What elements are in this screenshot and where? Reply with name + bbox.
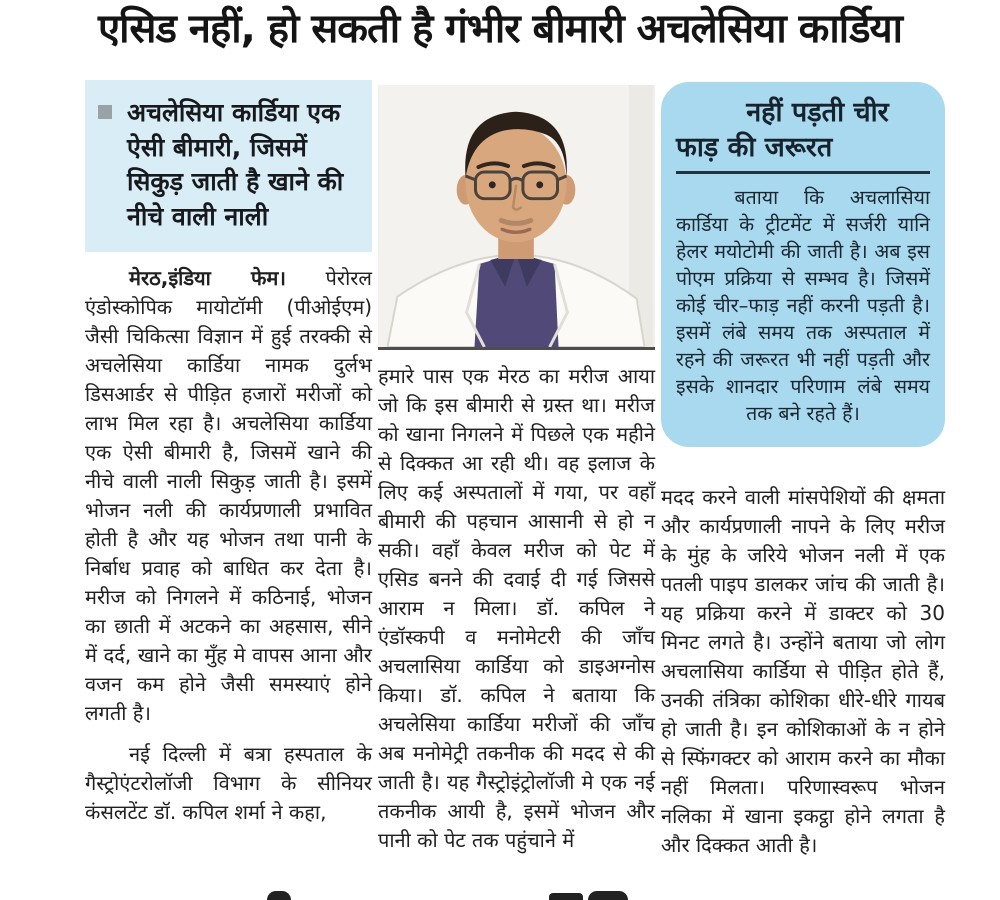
- info-box: [661, 82, 945, 447]
- headline: एसिड नहीं, हो सकती है गंभीर बीमारी अचलेसिया कार्डिया: [97, 6, 903, 52]
- column-left: [85, 80, 372, 827]
- doctor-photo: [378, 85, 655, 350]
- middle-paragraph: हमारे पास एक मेरठ का मरीज आया जो कि इस बीमारी से ग्रस्त था। मरीज को खाना निगलने में पिछले एक महीने से दिक्कत आ रही थी। वह इलाज के लिए कई अस्पतालों में गया, पर वहाँ बीमारी की पहचान आसानी से हो न सकी। वहाँ केवल मरीज को पेट में एसिड बनने की दवाई दी गई जिससे आराम न मिला। डॉ. कपिल ने एंडॉस्कपी व मनोमेटरी की जाँच अचलासिया कार्डिया को डाइअग्नोस किया। डॉ. कपिल ने बताया कि अचलेसिया कार्डिया मरीजों की जाँच अब मनोमेट्री तकनीक की मदद से की जाती है। यह गैस्ट्रोइंट्रोलॉजी मे एक नई तकनीक आयी है, इसमें भोजन और पानी को पेट तक पहुंचाने में: [378, 364, 655, 852]
- square-bullet-icon: [98, 105, 112, 119]
- left-paragraph-1-text: पेरोरल एंडोस्कोपिक मायोटॉमी (पीओईएम) जैसी चिकित्सा विज्ञान में हुई तरक्की से अचलेसिया कार्डिया नामक दुर्लभ डिसआर्डर से पीड़ित हजारों मरीजों को लाभ मिल रहा है। अचलेसिया कार्डिया एक ऐसी बीमारी है, जिसमें खाने की नीचे वाली नाली सिकुड़ जाती है। इसमें भोजन नली की कार्यप्रणाली प्रभावित होती है और यह भोजन तथा पानी के निर्बाध प्रवाह को बाधित कर देता है। मरीज को निगलने में कठिनाई, भोजन का छाती में अटकने का अहसास, सीने में दर्द, खाने का मुँह मे वापस आना और वजन कम होने जैसी समस्याएं होने लगती है।: [85, 266, 372, 725]
- right-paragraph: मदद करने वाली मांसपेशियों की क्षमता और कार्यप्रणाली नापने के लिए मरीज के मुंह के जरिये भोजन नली में एक पतली पाइप डालकर जांच की जाती है। यह प्रक्रिया करने में डाक्टर को 30 मिनट लगते है। उन्होंने बताया जो लोग अचलासिया कार्डिया से पीड़ित होते हैं, उनकी तंत्रिका कोशिका धीरे-धीरे गायब हो जाती है। इन कोशिकाओं के न होने से स्फिंगक्टर को आराम करने का मौका नहीं मिलता। परिणास्वरूप भोजन नलिका में खाना इकट्ठा होने लगता है और दिक्कत आती है।: [661, 485, 945, 858]
- summary-box: [85, 80, 372, 252]
- doctor-portrait-illustration: [378, 85, 655, 347]
- dateline: मेरठ,इंडिया फेम।: [129, 266, 286, 290]
- left-paragraph-2: नई दिल्ली में बत्रा हस्पताल के गैस्ट्रोएंटरोलॉजी विभाग के सीनियर कंसलटेंट डॉ. कपिल शर्मा ने कहा,: [85, 742, 372, 824]
- column-middle: [378, 85, 655, 855]
- cutoff-text-fragment: [549, 893, 583, 900]
- column-right: [661, 82, 945, 860]
- left-paragraph-1: [85, 264, 372, 728]
- summary-text: अचलेसिया कार्डिया एक ऐसी बीमारी, जिसमें सिकुड़ जाती है खाने की नीचे वाली नाली: [127, 98, 344, 231]
- cutoff-text-fragment: [267, 891, 291, 900]
- info-box-body: बताया कि अचलासिया कार्डिया के ट्रीटमेंट में सर्जरी यानि हेलर मयोटोमी की जाती है। अब इस पोएम प्रक्रिया से सम्भव है। जिसमें कोई चीर–फाड़ नहीं करनी पड़ती है। इसमें लंबे समय तक अस्पताल में रहने की जरूरत भी नहीं पड़ती और इसके शानदार परिणाम लंबे समय तक बने रहते हैं।: [676, 186, 930, 426]
- info-box-title: नहीं पड़ती चीर फाड़ की जरूरत: [676, 97, 889, 163]
- cutoff-text-fragment: [588, 891, 628, 900]
- info-box-divider: [676, 171, 930, 174]
